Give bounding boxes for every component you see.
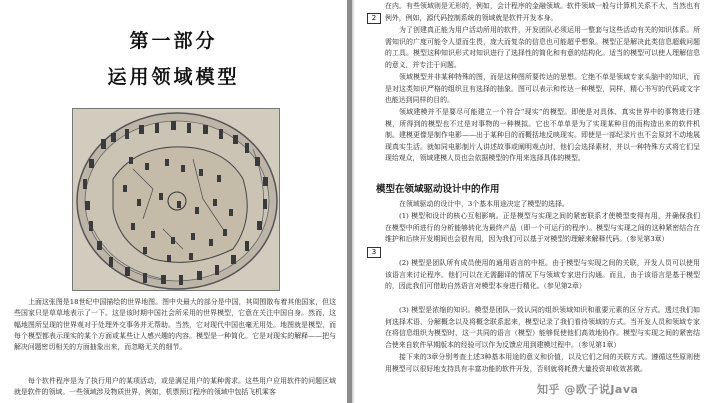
map-illustration-image xyxy=(73,109,280,291)
right-page-paragraph-6: (1) 模型和设计的核心互相影响。正是模型与实现之间的紧密联系才使模型变得有用，并确保我们在模型中所进行的分析能够转化为最终产品（即一个可运行的程序）。模型与实现之间的这种紧密结合在维护和后续开发期间也会很有用，因为我们可以基于对模型的理解来解释代码。（参见第3章） xyxy=(385,212,700,244)
left-page-paragraph-2: 每个软件程序是为了执行用户的某项活动，或是满足用户的某种需求。这些用户应用软件的问题区域就是软件的领域。一些领域涉及物质世界，例如，机票预订程序的领域中包括飞机乘客 xyxy=(14,377,336,397)
right-page-paragraph-3: 领域模型并非某种特殊的图，而是这种图所要传达的思想。它绝不单是领域专家头脑中的知识，而是对这类知识严格的组织且有选择的抽象。图可以表示和传达一种模型，同样，精心书写的代码或文字也能达到同样的目的。 xyxy=(385,73,700,105)
right-page-paragraph-2: 为了创建真正能为用户活动所用的软件，开发团队必须运用一整套与这些活动有关的知识体系。所需知识的广度可能令人望而生畏，庞大而复杂的信息也可能超乎想象。模型正是解决此类信息超载问题的工具。模型这种知识形式对知识进行了选择性的简化和有意的结构化。适当的模型可以使人理解信息的意义，并专注于问题。 xyxy=(385,26,700,69)
section-heading: 模型在领域驱动设计中的作用 xyxy=(376,184,500,195)
part-subtitle: 运用领域模型 xyxy=(107,66,240,88)
margin-page-number: 2 xyxy=(367,13,381,24)
watermark: 知乎 @欧子说Java xyxy=(537,383,639,396)
part-title: 第一部分 xyxy=(129,30,218,52)
right-page-paragraph-9: 接下来的3章分别考查上述3种基本用途的意义和价值，以及它们之间的关联方式。遵循这些原则使用模型可以很好地支持具有丰富功能的软件开发，否则就将耗费大量投资却收效甚微。 xyxy=(385,353,700,373)
right-page-paragraph-8: (3) 模型是浓缩的知识。模型是团队一致认同的组织领域知识和重要元素的区分方式。透过我们如何选择术语、分解概念以及将概念联系起来，模型记录了我们看待领域的方式。当开发人员和领域专家在将信息组织为模型时，这一共同的语言（模型）能够促使他们高效地协作。模型与实现之间的紧密结合使来自软件早期版本的经验可以作为反馈应用到建模过程中。（参见第1章） xyxy=(385,306,700,349)
right-page-paragraph-4: 领域建模并不是要尽可能建立一个符合“现实”的模型。即使是对具体、真实世界中的事物进行建模，所得到的模型也不过是对事物的一种模拟。它也不单单是为了实现某种目的而构造出来的软件机制。建模更像是制作电影——出于某种目的而概括地反映现实。即使是一部纪录片也不会原封不动地展现真实生活。就如同电影制片人讲述故事或阐明观点时，他们会选择素材，并以一种特殊方式将它们呈现给观众，领域建模人员也会依据模型的作用来选择具体的模型。 xyxy=(385,108,700,163)
right-page-paragraph-5: 在领域驱动的设计中，3个基本用途决定了模型的选择。 xyxy=(399,200,569,208)
margin-page-number: 3 xyxy=(367,247,381,258)
right-page-paragraph-7: (2) 模型是团队所有成员使用的通用语言的中枢。由于模型与实现之间的关联，开发人员可以使用该语言来讨论程序。他们可以在无需翻译的情况下与领域专家进行沟通。而且，由于该语言是基于模型的，因此我们可借助自然语言对模型本身进行精化。（参见第2章） xyxy=(385,259,700,291)
right-page-paragraph-1: 在内。有些领域则是无形的，例如，会计程序的金融领域。软件领域一般与计算机关系不大，当然也有例外，例如，源代码控制系统的领域就是软件开发本身。 xyxy=(385,2,700,22)
left-page-paragraph-1: 上面这张图是18世纪中国描绘的世界地图。图中央最大的部分是中国，其周围散布着其他国家，但这些国家只是草草地表示了一下。这是该时期中国社会所采用的世界模型，它意在关注中国自身。然而，这幅地图所呈现的世界观对于处理外交事务并无帮助。当然，它对现代中国也毫无用处。地图就是模型，而每个模型都表示现实的某个方面或某些让人感兴趣的内容。模型是一种简化。它是对现实的解释——把与解决问题密切相关的方面抽象出来，而忽略无关的细节。 xyxy=(14,298,336,352)
map-illustration xyxy=(72,108,280,291)
